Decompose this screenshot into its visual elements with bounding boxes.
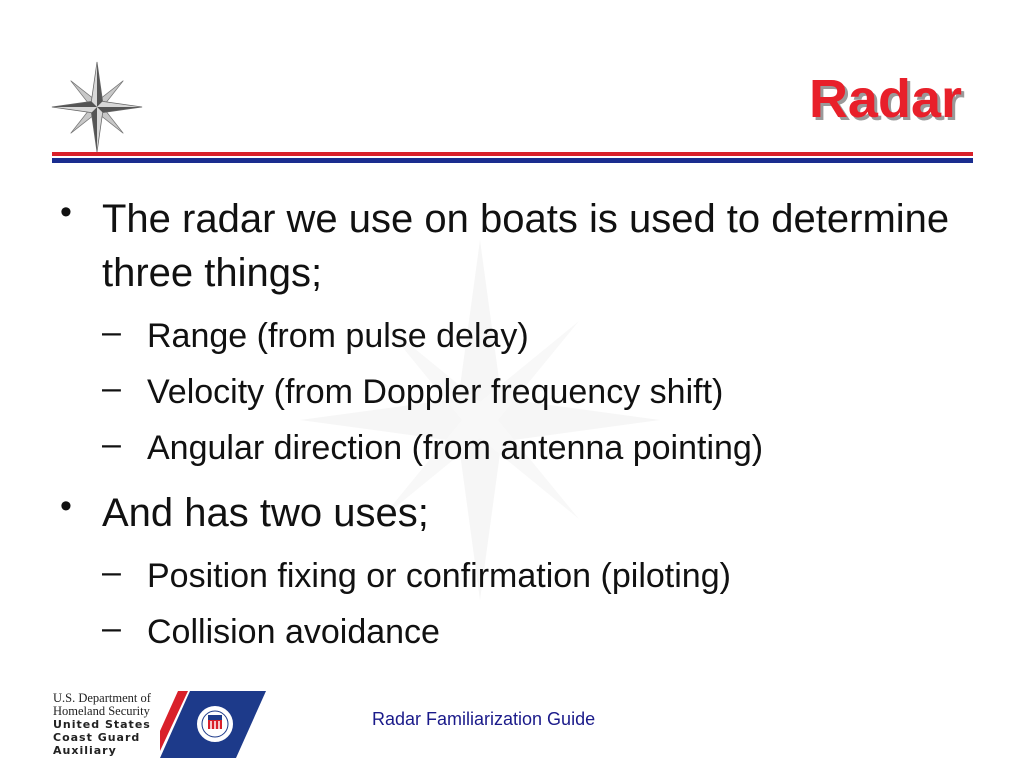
sub-bullet-item: – Angular direction (from antenna pointing): [102, 425, 764, 467]
compass-rose-icon: [50, 60, 144, 154]
sub-bullet-text: Position fixing or confirmation (piloting): [147, 557, 731, 595]
agency-line: U.S. Department of: [53, 691, 151, 705]
agency-line: Auxiliary: [53, 744, 117, 757]
bullet-list: [60, 192, 960, 670]
slide-title: Radar: [808, 69, 962, 129]
bullet-dot: •: [60, 193, 72, 231]
header-rule-red: [52, 152, 973, 156]
bullet-text: And has two uses;: [102, 491, 429, 535]
agency-line: Coast Guard: [53, 731, 141, 744]
sub-bullet-text: Angular direction (from antenna pointing): [147, 429, 764, 467]
footer-guide-title: Radar Familiarization Guide: [372, 709, 596, 729]
sub-bullet-text: Range (from pulse delay): [147, 317, 529, 355]
sub-bullet-list: [102, 308, 960, 476]
agency-line: Homeland Security: [53, 704, 150, 718]
bullet-item: [60, 192, 960, 300]
sub-bullet-item: – Collision avoidance: [102, 609, 440, 651]
sub-bullet-list: [102, 548, 960, 660]
bullet-dot: •: [60, 487, 72, 525]
sub-bullet-text: Velocity (from Doppler frequency shift): [147, 373, 724, 411]
header-rule-blue: [52, 158, 973, 163]
sub-bullet-item: – Range (from pulse delay): [102, 313, 529, 355]
bullet-item: [60, 486, 960, 540]
sub-bullet-text: Collision avoidance: [147, 613, 440, 651]
sub-bullet-item: – Position fixing or confirmation (piloting): [102, 553, 731, 595]
sub-bullet-item: – Velocity (from Doppler frequency shift): [102, 369, 724, 411]
coast-guard-auxiliary-seal: [160, 691, 266, 758]
bullet-text: The radar we use on boats is used to determine three things;: [102, 197, 950, 295]
agency-logo-text: [53, 692, 163, 757]
agency-line: United States: [53, 718, 151, 731]
